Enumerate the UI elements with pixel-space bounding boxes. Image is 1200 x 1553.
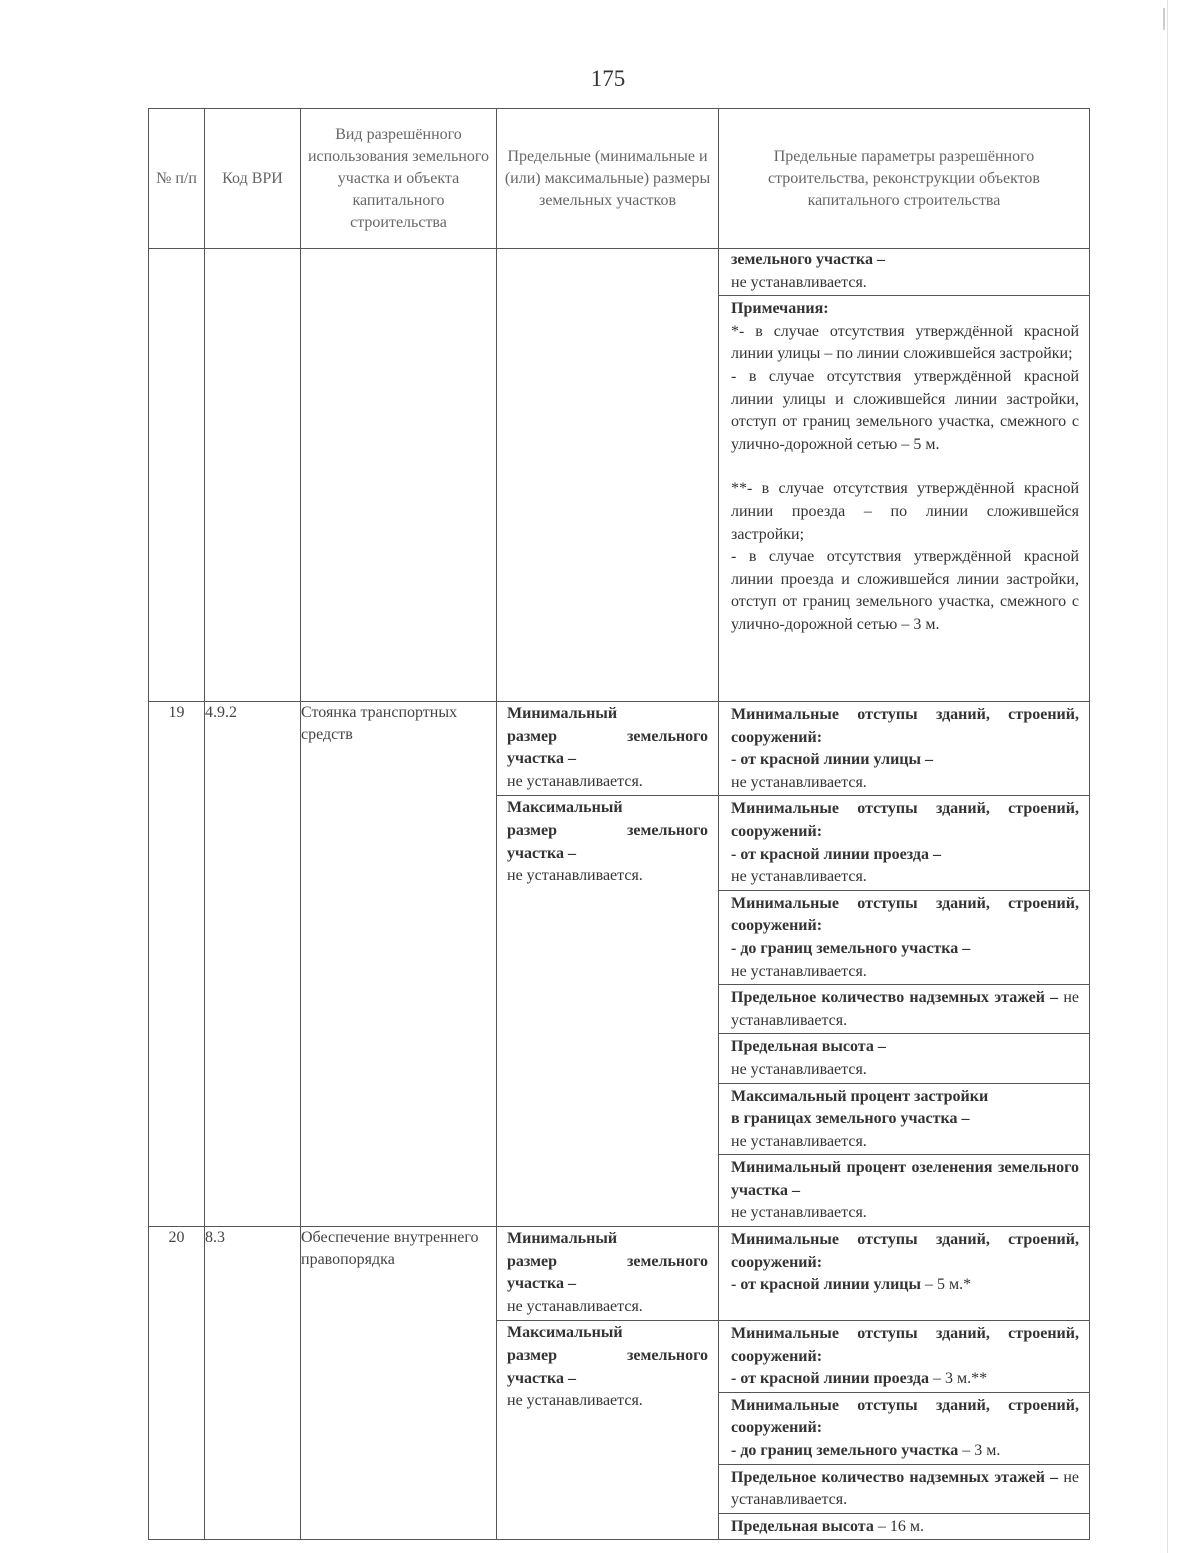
header-params: Предельные параметры разрешённого строительства, реконструкции объектов капитального строительства bbox=[719, 109, 1090, 249]
table-row-continuation bbox=[149, 249, 1090, 702]
header-num: № п/п bbox=[149, 109, 205, 249]
note-text: *- в случае отсутствия утверждённой красной линии улицы – по линии сложившейся застройки; bbox=[731, 322, 1079, 363]
header-sizes: Предельные (минимальные и (или) максимальные) размеры земельных участков bbox=[497, 109, 719, 249]
param-block: земельного участка – не устанавливается. bbox=[719, 249, 1089, 296]
param-block: Минимальные отступы зданий, строений, сооружений: - от красной линии улицы – 5 м.* bbox=[719, 1227, 1089, 1321]
params-cell bbox=[719, 702, 1090, 1227]
notes-title: Примечания: bbox=[731, 300, 829, 318]
param-block: Предельное количество надземных этажей – не устанавливается. bbox=[719, 985, 1089, 1034]
param-block: Минимальные отступы зданий, строений, сооружений: - от красной линии улицы – не устанавливается. bbox=[719, 702, 1089, 796]
note-text: **- в случае отсутствия утверждённой красной линии проезда – по линии сложившейся застройки; bbox=[731, 480, 1079, 543]
param-block: Предельное количество надземных этажей – не устанавливается. bbox=[719, 1465, 1089, 1514]
row-code: 8.3 bbox=[205, 1227, 301, 1540]
param-block: Предельная высота – 16 м. bbox=[731, 1517, 924, 1535]
row-name: Стоянка транспортных средств bbox=[301, 702, 497, 1227]
table-row-20 bbox=[149, 1227, 1090, 1540]
table-row-19 bbox=[149, 702, 1090, 1227]
header-code: Код ВРИ bbox=[205, 109, 301, 249]
param-block: Предельная высота – не устанавливается. bbox=[719, 1034, 1089, 1083]
page-number: 175 bbox=[590, 66, 626, 91]
param-block: Минимальные отступы зданий, строений, сооружений: - до границ земельного участка – 3 м. bbox=[719, 1393, 1089, 1465]
max-size-block: Максимальный размер земельного участка – не устанавливается. bbox=[507, 1324, 708, 1410]
params-cell bbox=[719, 1227, 1090, 1540]
param-block: Минимальный процент озеленения земельного участка – не устанавливается. bbox=[731, 1159, 1079, 1222]
param-block: Минимальные отступы зданий, строений, сооружений: - от красной линии проезда – не устанавливается. bbox=[719, 796, 1089, 890]
header-name: Вид разрешённого использования земельного участка и объекта капитального строительства bbox=[301, 109, 497, 249]
row-num: 19 bbox=[149, 702, 205, 1227]
header-row bbox=[149, 109, 1090, 249]
max-size-block: Максимальный размер земельного участка – не устанавливается. bbox=[507, 799, 708, 885]
notes-block bbox=[719, 296, 1089, 637]
sizes-cell bbox=[497, 702, 719, 1227]
param-block: Минимальные отступы зданий, строений, сооружений: - до границ земельного участка – не устанавливается. bbox=[719, 891, 1089, 985]
regulations-table bbox=[148, 108, 1090, 1540]
min-size-block: Минимальный размер земельного участка – не устанавливается. bbox=[497, 1227, 718, 1321]
param-block: Максимальный процент застройки в границах земельного участка – не устанавливается. bbox=[719, 1084, 1089, 1156]
param-block: Минимальные отступы зданий, строений, сооружений: - от красной линии проезда – 3 м.** bbox=[719, 1321, 1089, 1393]
scan-edge-line bbox=[1167, 0, 1168, 1553]
note-text: - в случае отсутствия утверждённой красной линии проезда и сложившейся линии застройки, отступ от границ земельного участка, смежного с улично-дорожной сетью – 3 м. bbox=[731, 548, 1079, 633]
row-name: Обеспечение внутреннего правопорядка bbox=[301, 1227, 497, 1540]
row-code: 4.9.2 bbox=[205, 702, 301, 1227]
note-text: - в случае отсутствия утверждённой красной линии улицы и сложившейся линии застройки, отступ от границ земельного участка, смежного с улично-дорожной сетью – 5 м. bbox=[731, 367, 1079, 453]
params-cell bbox=[719, 249, 1090, 702]
sizes-cell bbox=[497, 1227, 719, 1540]
scan-edge-mark bbox=[1163, 8, 1165, 30]
min-size-block: Минимальный размер земельного участка – не устанавливается. bbox=[497, 702, 718, 796]
row-num: 20 bbox=[149, 1227, 205, 1540]
